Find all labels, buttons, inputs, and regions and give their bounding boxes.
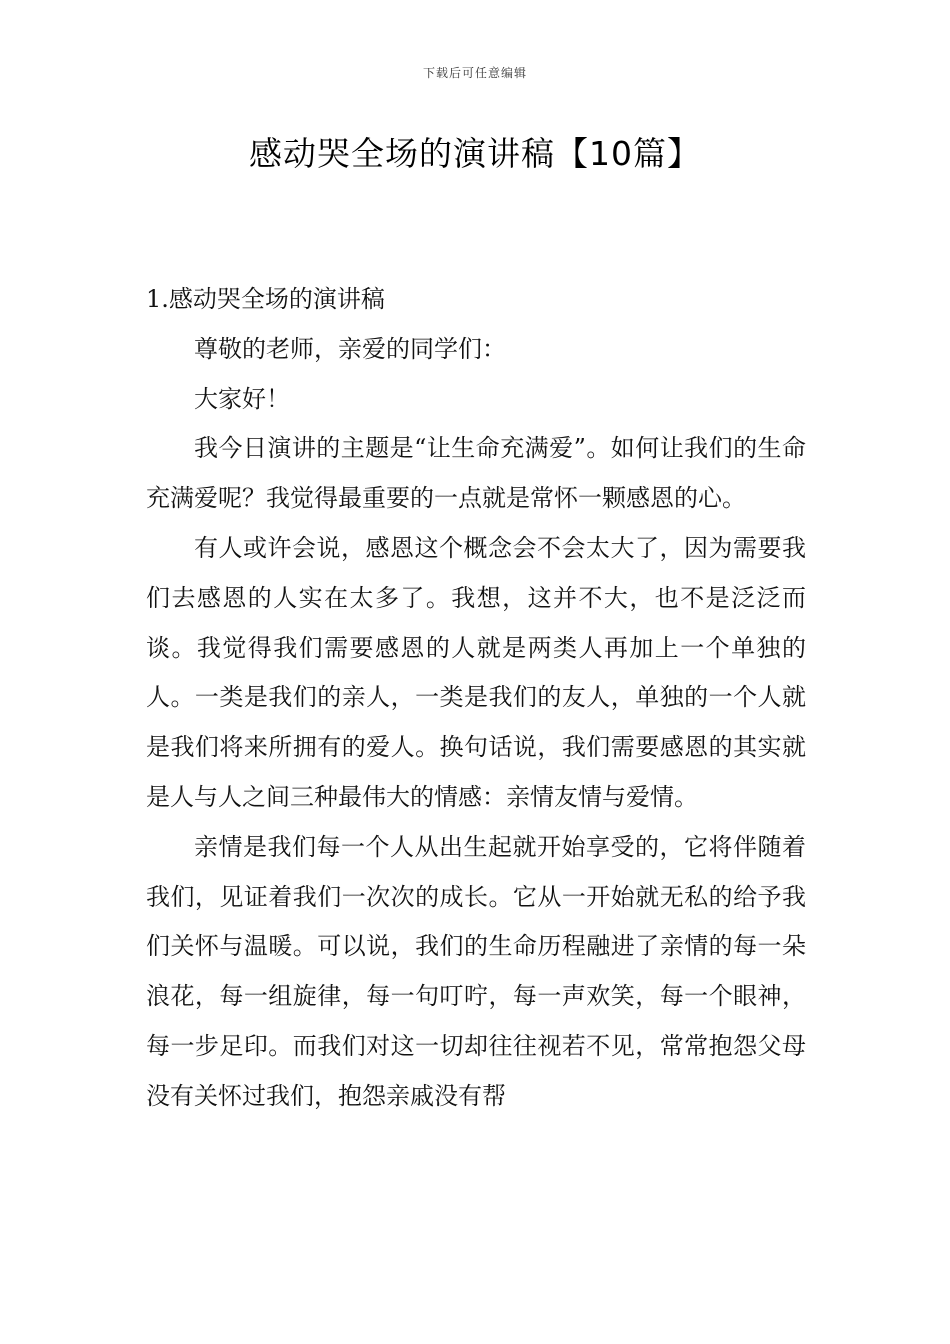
document-title: 感动哭全场的演讲稿【10篇】 <box>249 134 701 173</box>
paragraph-greeting: 大家好！ <box>194 384 290 413</box>
paragraph-family-love: 亲情是我们每一个人从出生起就开始享受的，它将伴随着我们，见证着我们一次次的成长。它从一开始就无私的给予我们关怀与温暖。可以说，我们的生命历程融进了亲情的每一朵浪花，每一组旋律，每一句叮咛，每一声欢笑，每一个眼神，每一步足印。而我们对这一切却往往视若不见，常常抱怨父母没有关怀过我们，抱怨亲戚没有帮 <box>146 832 806 1110</box>
paragraph-theme: 我今日演讲的主题是“让生命充满爱”。如何让我们的生命充满爱呢？我觉得最重要的一点就是常怀一颗感恩的心。 <box>146 434 806 513</box>
paragraph-gratitude: 有人或许会说，感恩这个概念会不会太大了，因为需要我们去感恩的人实在太多了。我想，这并不大，也不是泛泛而谈。我觉得我们需要感恩的人就是两类人再加上一个单独的人。一类是我们的亲人，一类是我们的友人，单独的一个人就是我们将来所拥有的爱人。换句话说，我们需要感恩的其实就是人与人之间三种最伟大的情感：亲情友情与爱情。 <box>146 533 806 811</box>
paragraph-salutation: 尊敬的老师，亲爱的同学们： <box>194 334 506 363</box>
document-body <box>146 275 806 1122</box>
header-note: 下载后可任意编辑 <box>422 66 527 80</box>
section-heading: 1.感动哭全场的演讲稿 <box>146 285 385 313</box>
